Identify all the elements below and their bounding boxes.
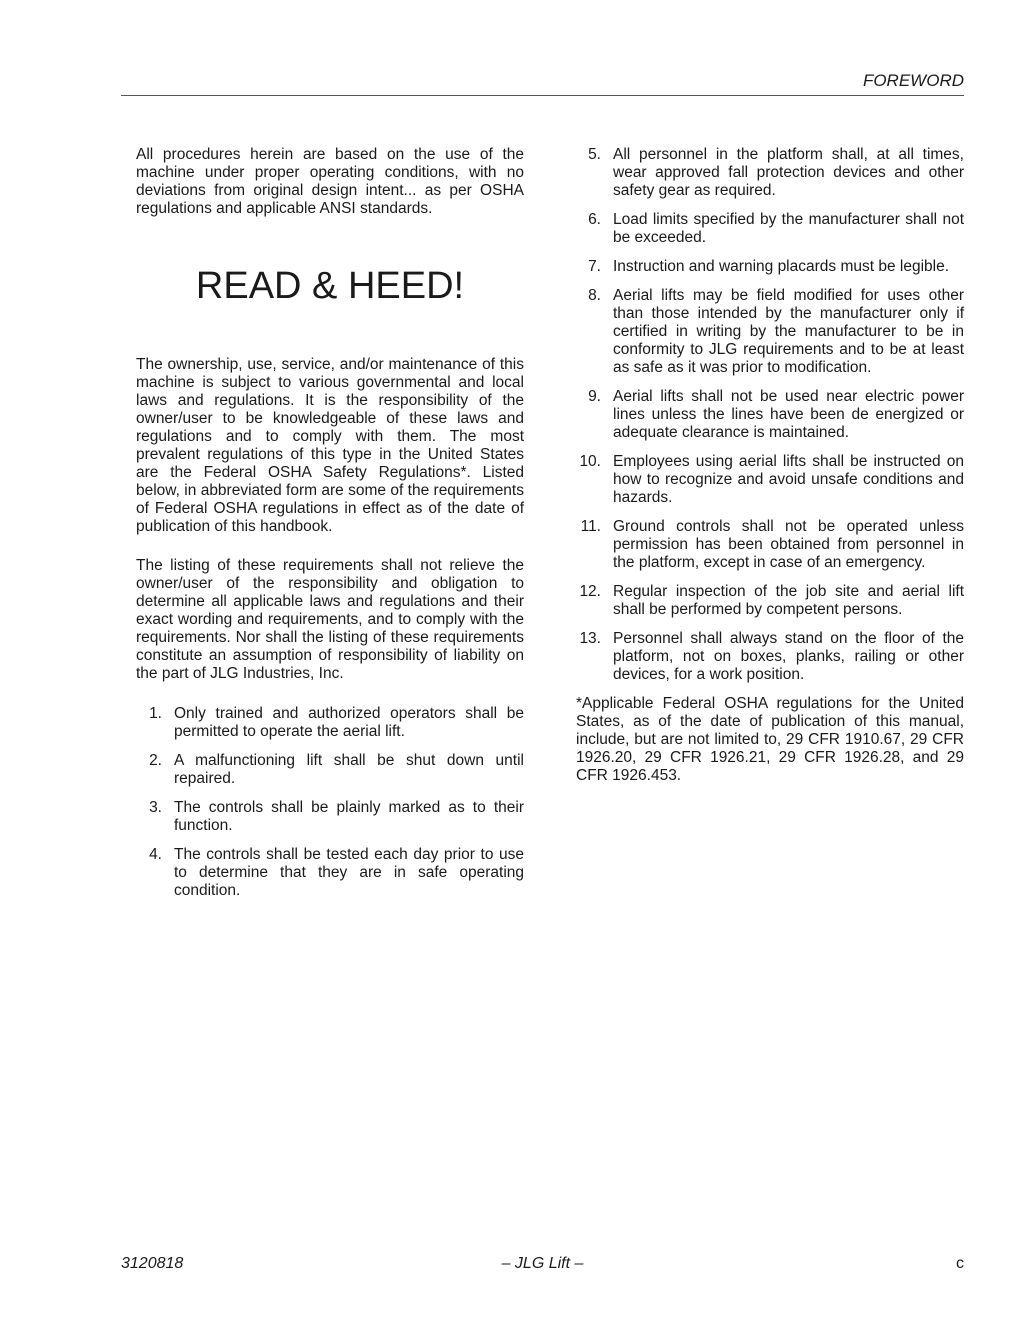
item-text: Load limits specified by the manufacturer shall not be exceeded. — [613, 211, 964, 246]
item-number: 11. — [580, 518, 601, 535]
item-text: Regular inspection of the job site and aerial lift shall be performed by competent persons. — [613, 583, 964, 618]
item-text: Employees using aerial lifts shall be instructed on how to recognize and avoid unsafe conditions and hazards. — [613, 453, 964, 506]
list-item — [136, 799, 524, 835]
list-item — [576, 146, 964, 200]
item-text: Personnel shall always stand on the floor of the platform, not on boxes, planks, railing or other devices, for a work position. — [613, 630, 964, 683]
item-number: 2. — [149, 752, 162, 769]
list-item — [136, 752, 524, 788]
page-number: c — [956, 1255, 964, 1272]
item-text: Aerial lifts may be field modified for uses other than those intended by the manufacturer only if certified in writing by the manufacturer to be in conformity to JLG requirements and to be at least as safe as it was prior to modification. — [613, 287, 964, 376]
item-number: 6. — [588, 211, 601, 228]
list-item — [576, 518, 964, 572]
item-number: 9. — [588, 388, 601, 405]
item-number: 5. — [588, 146, 601, 163]
item-number: 3. — [149, 799, 162, 816]
item-number: 12. — [579, 583, 601, 600]
item-text: Instruction and warning placards must be legible. — [613, 258, 950, 275]
header-rule — [121, 95, 964, 96]
item-number: 13. — [579, 630, 601, 647]
item-text: The controls shall be tested each day prior to use to determine that they are in safe operating condition. — [174, 846, 524, 899]
footer-publisher: – JLG Lift – — [501, 1255, 584, 1272]
left-column — [136, 146, 524, 911]
item-text: The controls shall be plainly marked as to their function. — [174, 799, 524, 834]
list-item — [576, 453, 964, 507]
list-item — [136, 705, 524, 741]
list-item — [576, 258, 964, 276]
requirements-list-left — [136, 705, 524, 900]
item-text: Aerial lifts shall not be used near electric power lines unless the lines have been de energized or adequate clearance is maintained. — [613, 388, 964, 441]
list-item — [576, 211, 964, 247]
list-item — [576, 583, 964, 619]
intro-paragraph: All procedures herein are based on the use of the machine under proper operating conditions, with no deviations from original design intent... as per OSHA regulations and applicable ANSI standards. — [136, 146, 524, 217]
doc-number: 3120818 — [121, 1255, 184, 1272]
item-number: 10. — [579, 453, 601, 470]
item-number: 8. — [588, 287, 601, 304]
requirements-list-right — [576, 146, 964, 684]
listing-paragraph: The listing of these requirements shall not relieve the owner/user of the responsibility and obligation to determine all applicable laws and regulations and their exact wording and requirements, and to comply with the requirements. Nor shall the listing of these requirements constitute an assumption of responsibility of liability on the part of JLG Industries, Inc. — [136, 557, 524, 682]
osha-footnote: *Applicable Federal OSHA regulations for the United States, as of the date of publication of this manual, include, but are not limited to, 29 CFR 1910.67, 29 CFR 1926.20, 29 CFR 1926.21, 29 CFR 1926.28, and 29 CFR 1926.453. — [576, 695, 964, 784]
item-text: All personnel in the platform shall, at all times, wear approved fall protection devices and other safety gear as required. — [613, 146, 964, 199]
list-item — [576, 287, 964, 377]
list-item — [136, 846, 524, 900]
item-text: A malfunctioning lift shall be shut down until repaired. — [174, 752, 524, 787]
item-number: 4. — [149, 846, 162, 863]
header-title: FOREWORD — [862, 71, 964, 90]
item-text: Ground controls shall not be operated unless permission has been obtained from personnel in the platform, except in case of an emergency. — [613, 518, 964, 571]
list-item — [576, 630, 964, 684]
read-heed-heading: READ & HEED! — [195, 265, 465, 307]
list-item — [576, 388, 964, 442]
ownership-paragraph: The ownership, use, service, and/or maintenance of this machine is subject to various governmental and local laws and regulations. It is the responsibility of the owner/user to be knowledgeable of these laws and regulations and to comply with them. The most prevalent regulations of this type in the United States are the Federal OSHA Safety Regulations*. Listed below, in abbreviated form are some of the requirements of Federal OSHA regulations in effect as of the date of publication of this handbook. — [136, 356, 524, 535]
item-text: Only trained and authorized operators shall be permitted to operate the aerial lift. — [174, 705, 524, 740]
right-column — [576, 146, 964, 785]
item-number: 7. — [588, 258, 601, 275]
item-number: 1. — [149, 705, 162, 722]
